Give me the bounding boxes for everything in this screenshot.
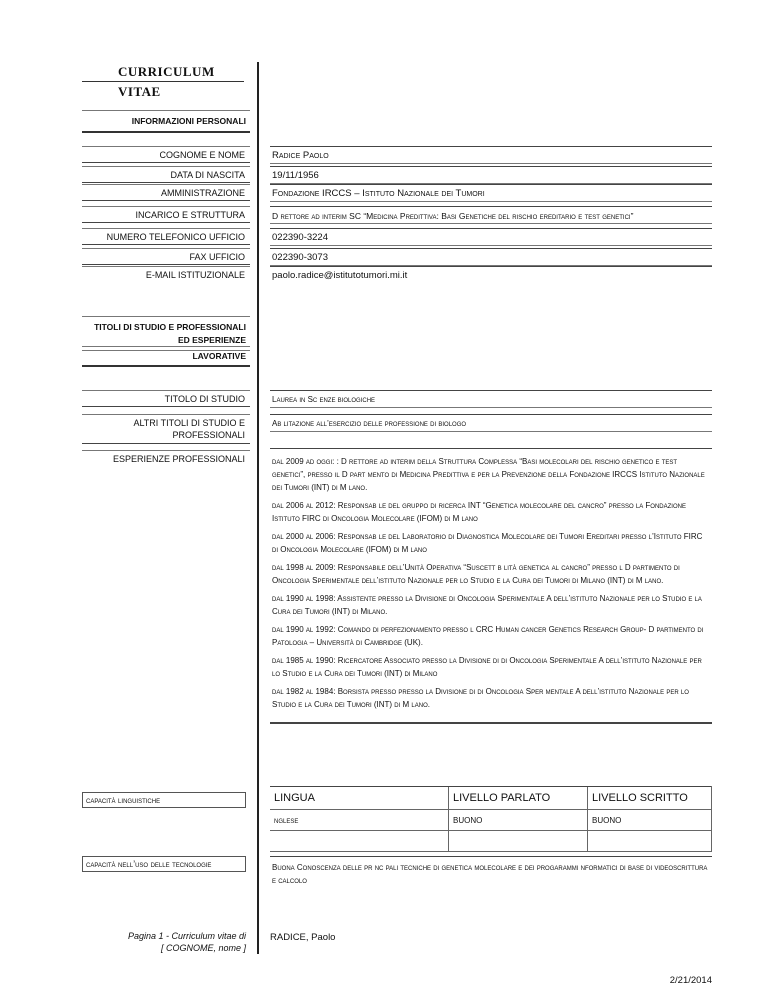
spoken-level-cell: BUONO bbox=[449, 810, 588, 831]
document-title: CURRICULUM VITAE bbox=[82, 62, 244, 82]
admin-value: Fondazione IRCCS – Istituto Nazionale dei Tumori bbox=[270, 184, 712, 202]
page-footer bbox=[82, 930, 246, 954]
experience-item: dal 1990 al 1998: Assistente presso la Divisione di Oncologia Sperimentale A dell’istituto Nazionale per lo Studio e la Cura dei Tumori (INT) di Milano. bbox=[272, 594, 702, 616]
role-value: D rettore ad interim SC “Medicina Predittiva: Basi Genetiche del rischio ereditario e test genetici” bbox=[270, 206, 712, 224]
table-row bbox=[270, 831, 712, 852]
written-level-header: LIVELLO SCRITTO bbox=[588, 787, 712, 810]
languages-table bbox=[270, 786, 712, 852]
language-header: LINGUA bbox=[270, 787, 449, 810]
fax-label: FAX UFFICIO bbox=[82, 248, 250, 265]
page-number-line: Pagina 1 - Curriculum vitae di bbox=[127, 931, 246, 941]
experience-item: dal 2006 al 2012: Responsab le del gruppo di ricerca INT “Genetica molecolare del cancro” presso la Fondazione Istituto FIRC di Oncologia Molecolare (IFOM) di M lano bbox=[272, 501, 686, 523]
language-cell: nglese bbox=[270, 810, 449, 831]
footer-date: 2/21/2014 bbox=[669, 975, 712, 986]
section-personal-heading: INFORMAZIONI PERSONALI bbox=[82, 110, 250, 133]
experience-list bbox=[270, 448, 712, 724]
name-label: COGNOME E NOME bbox=[82, 146, 250, 163]
name-value: Radice Paolo bbox=[270, 146, 712, 164]
technology-label: capacità nell’uso delle tecnologie bbox=[82, 856, 246, 872]
experience-item: dal 1998 al 2009: Responsabile dell’Unità Operativa “Suscett b lità genetica al cancro” presso l D partimento di Oncologia Sperimentale dell’istituto Nazionale per lo Studio e la Cura dei Tumori di Milano (INT) di M lano. bbox=[272, 563, 680, 585]
experience-item: dal 1990 al 1992: Comando di perfezionamento presso l CRC Human cancer Genetics Research Group- D partimento di Patologia – Università di Cambridge (UK). bbox=[272, 625, 704, 647]
name-placeholder-line: [ COGNOME, nome ] bbox=[160, 943, 246, 953]
section-titles-heading: TITOLI DI STUDIO E PROFESSIONALI ED ESPERIENZE bbox=[82, 316, 250, 351]
written-level-cell: BUONO bbox=[588, 810, 712, 831]
email-value[interactable]: paolo.radice@istitutotumori.mi.it bbox=[270, 266, 712, 283]
email-label: E-MAIL ISTITUZIONALE bbox=[82, 266, 250, 282]
degree-label: TITOLO DI STUDIO bbox=[82, 390, 250, 407]
column-divider bbox=[257, 62, 259, 954]
role-label: INCARICO E STRUTTURA bbox=[82, 206, 250, 223]
experience-item: dal 2009 ad oggi: : D rettore ad interim della Struttura Complessa “Basi molecolari del rischio genetico e test genetici”, presso il D part mento di Medicina Predittiva e per la Prevenzione della Fondazione IRCCS Istituto Nazionale dei Tumori (INT) di M lano. bbox=[272, 457, 705, 492]
experience-item: dal 2000 al 2006: Responsab le del Laboratorio di Diagnostica Molecolare dei Tumori Ereditari presso l’Istituto FIRC di Oncologia Molecolare (IFOM) di M lano bbox=[272, 532, 703, 554]
languages-label: capacità linguistiche bbox=[82, 792, 246, 808]
phone-label: NUMERO TELEFONICO UFFICIO bbox=[82, 228, 250, 245]
other-titles-label-line2: PROFESSIONALI bbox=[172, 430, 245, 440]
spoken-level-header: LIVELLO PARLATO bbox=[449, 787, 588, 810]
birth-label: DATA DI NASCITA bbox=[82, 166, 250, 183]
section-titles-subheading: LAVORATIVE bbox=[82, 346, 250, 367]
other-titles-value: Ab litazione all’esercizio delle professione di biologo bbox=[270, 414, 712, 432]
table-row bbox=[270, 810, 712, 831]
experience-item: dal 1985 al 1990: Ricercatore Associato presso la Divisione di di Oncologia Sperimentale A dell’istituto Nazionale per lo Studio e la Cura dei Tumori (INT) di Milano bbox=[272, 656, 702, 678]
admin-label: AMMINISTRAZIONE bbox=[82, 184, 250, 201]
phone-value: 022390-3224 bbox=[270, 228, 712, 246]
degree-value: Laurea in Sc enze biologiche bbox=[270, 390, 712, 408]
technology-value: Buona Conoscenza delle pr nc pali tecniche di genetica molecolare e dei progarammi nformatici di base di videoscrittura e calcolo bbox=[270, 856, 712, 891]
languages-header-row bbox=[270, 787, 712, 810]
experience-item: dal 1982 al 1984: Borsista presso presso la Divisione di di Oncologia Sper mentale A dell’istituto Nazionale per lo Studio e la Cura dei Tumori (INT) di M lano. bbox=[272, 687, 689, 709]
experience-label: ESPERIENZE PROFESSIONALI bbox=[82, 450, 250, 466]
fax-value: 022390-3073 bbox=[270, 248, 712, 266]
birth-value: 19/11/1956 bbox=[270, 166, 712, 184]
other-titles-label bbox=[82, 414, 250, 444]
other-titles-label-line1: ALTRI TITOLI DI STUDIO E bbox=[133, 418, 245, 428]
footer-name: RADICE, Paolo bbox=[270, 932, 336, 943]
